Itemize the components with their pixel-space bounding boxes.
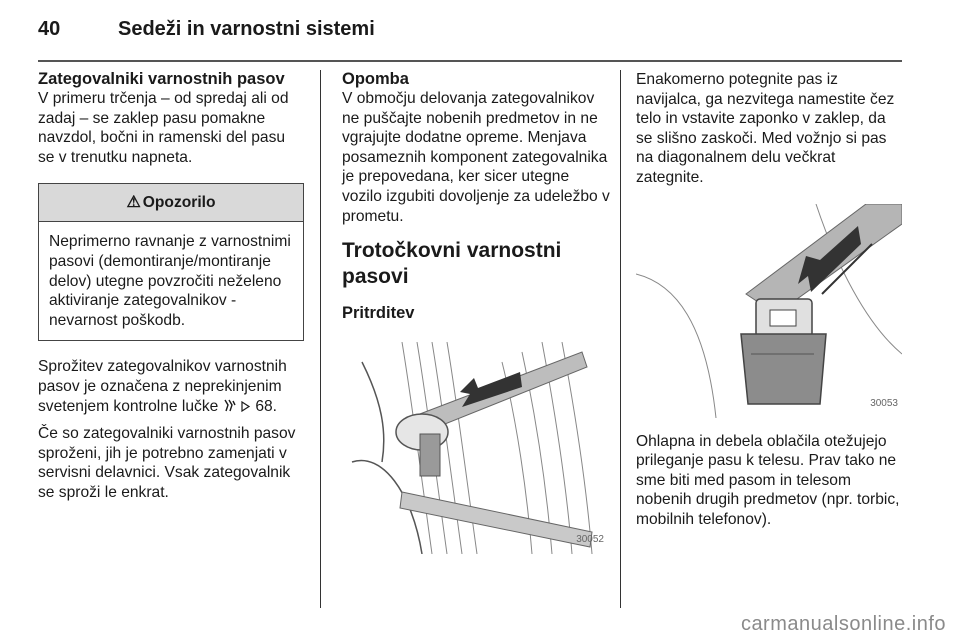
clothing-paragraph: Ohlapna in debela oblačila otežujejo prileganje pasu k telesu. Prav tako ne sme biti med pasom in telesom nobenih drugih predmetov (npr. torbic, mobilnih telefonov). (636, 432, 900, 528)
column-divider-1 (320, 70, 321, 608)
header-rule (38, 60, 902, 62)
indicator-paragraph (38, 357, 304, 416)
section-heading-pretensioners: Zategovalniki varnostnih pasov (38, 70, 285, 88)
watermark: carmanualsonline.info (740, 613, 946, 635)
page-ref-link[interactable]: 68. (255, 397, 278, 415)
seatbelt-fastening-illustration (342, 342, 604, 554)
note-text: V območju delovanja zategovalnikov ne puščajte nobenih predmetov in ne vgrajujte dodatne opreme. Menjava posameznih komponent zategovalnika je prepovedana, ker sicer utegne vozilo izgubiti dovoljenje za udeležbo v prometu. (342, 90, 610, 225)
page-header (38, 18, 902, 46)
warning-triangle-icon: ⚠ (126, 194, 141, 212)
section-heading-3point-belts: Trotočkovni varnostni pasovi (342, 239, 562, 289)
warning-box (38, 183, 304, 341)
column-3 (636, 70, 904, 530)
warning-header (39, 184, 303, 222)
column-1 (38, 70, 304, 503)
replacement-paragraph: Če so zategovalniki varnostnih pasov sproženi, jih je potrebno zamenjati v servisni delavnici. Vsak zategovalnik se sproži le enkrat. (38, 425, 296, 501)
column-2 (342, 70, 610, 554)
figure-buckle-insert (636, 204, 904, 418)
column-divider-2 (620, 70, 621, 608)
pull-belt-paragraph: Enakomerno potegnite pas iz navijalca, ga nezvitega namestite čez telo in vstavite zaponko v zaklep, da se slišno zaskoči. Med vožnjo si pas na diagonalnem delu večkrat zategnite. (636, 71, 895, 186)
page-number: 40 (38, 18, 61, 40)
note-title: Opomba (342, 70, 409, 88)
warning-text: Neprimerno ravnanje z varnostnimi pasovi (demontiranje/montiranje delov) utegne povzročiti neželeno aktiviranje zategovalnikov - nevarnost poškodb. (49, 233, 291, 329)
indicator-text: Sprožitev zategovalnikov varnostnih pasov je označena z neprekinjenim svetenjem kontrolne lučke (38, 358, 287, 415)
page-ref-arrow-icon (240, 398, 255, 415)
buckle-insert-illustration (636, 204, 902, 418)
intro-paragraph: V primeru trčenja – od spredaj ali od zadaj – se zaklep pasu pomakne navzdol, bočni in ramenski del pasu se v trenutku napneta. (38, 90, 289, 166)
page-title: Sedeži in varnostni sistemi (118, 18, 375, 40)
warning-title: Opozorilo (142, 194, 216, 212)
seatbelt-lamp-icon (223, 398, 240, 415)
subheading-fastening: Pritrditev (342, 304, 415, 323)
figure-code-30053: 30053 (870, 397, 898, 409)
figure-code-30052: 30052 (576, 534, 604, 546)
figure-seatbelt-fastening (342, 342, 610, 554)
